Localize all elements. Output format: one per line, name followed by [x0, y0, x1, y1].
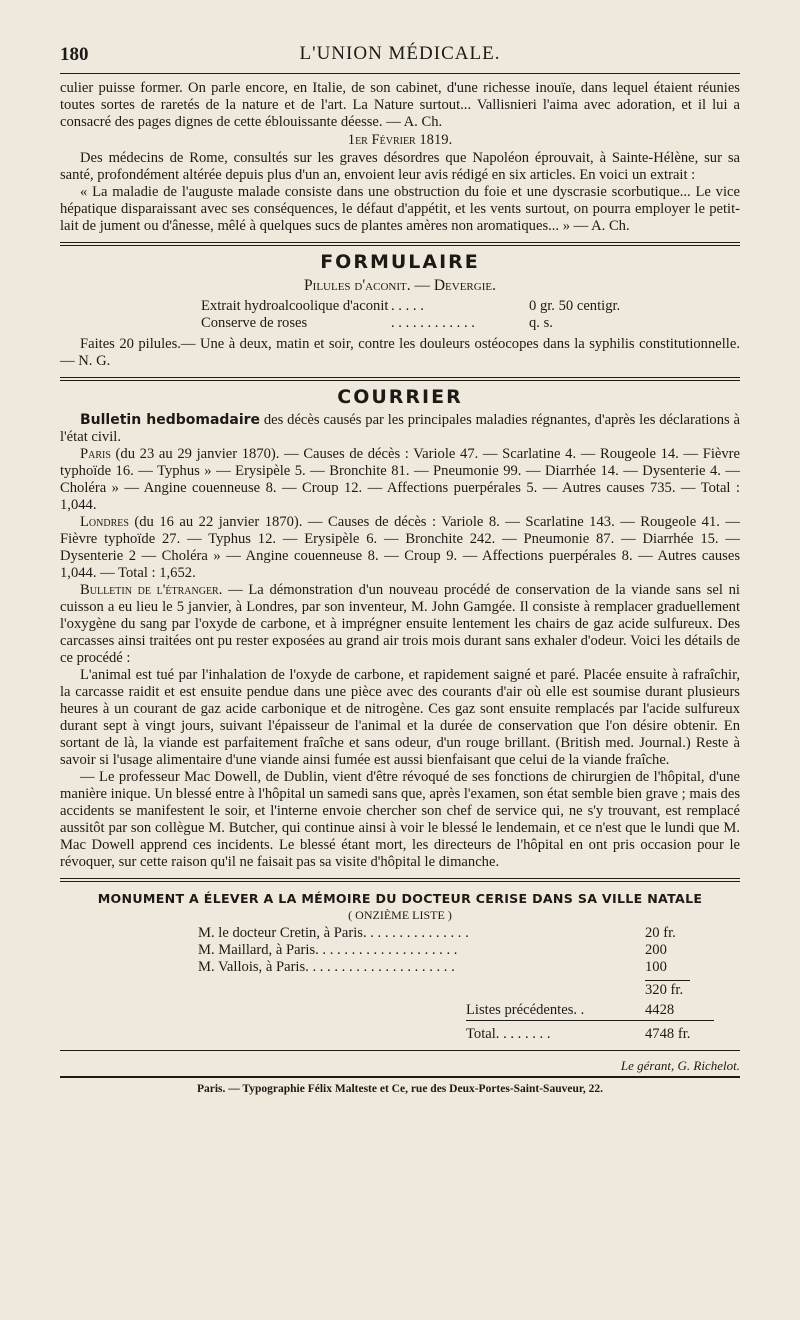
londres-paragraph [60, 514, 740, 582]
section-rule-courrier [60, 377, 740, 381]
page-header [60, 42, 740, 68]
donor-row [60, 942, 740, 959]
donor-name: M. le docteur Cretin, à Paris. . . . . . . . . . . . . . . [198, 925, 469, 941]
signature-text: Le gérant, G. Richelot. [620, 1058, 740, 1073]
subtotal-row [60, 982, 740, 1002]
previous-lists-label: Listes précédentes. . [466, 1002, 585, 1018]
recipe-row [201, 298, 621, 315]
leader-dots: . . . . . . . . . . . . [391, 315, 475, 331]
monument-title: MONUMENT A ÉLEVER A LA MÉMOIRE DU DOCTEUR CERISE DANS SA VILLE NATALE [97, 891, 703, 906]
intro-paragraph: culier puisse former. On parle encore, en Italie, de son cabinet, d'une richesse inouïe, dans lequel étaient réunies toutes sortes de raretés de la nature et de l'art. La Nature surtout... Vallisnieri l'aima avec adoration, et il lui a consacré des pages dignes de cette éblouissante déesse. — A. Ch. [60, 80, 740, 130]
total-label: Total. . . . . . . . [466, 1026, 551, 1042]
bulletin-paragraph [60, 412, 740, 446]
formulaire-instructions: Faites 20 pilules.— Une à deux, matin et soir, contre les douleurs ostéocopes dans la syphilis constitutionnelle. — N. G. [60, 336, 740, 369]
etranger-text: — La démonstration d'un nouveau procédé de conservation de la viande sans sel ni cuisson a eu lieu le 5 janvier, à Londres, par son inventeur, M. John Gamgée. Il consiste à remplacer graduellement l'oxygène du sang par l'oxyde de carbone, et à imprégner ensuite lentement les chairs de gaz acide sulfureux. Des carcasses ainsi traitées ont pu rester exposées au grand air trois mois durant sans exhaler d'odeur. Voici les détails de ce procédé : [60, 582, 740, 666]
signature-rule [60, 1050, 740, 1051]
list-label: ( ONZIÈME LISTE ) [348, 908, 452, 922]
previous-lists-amount: 4428 [645, 1002, 675, 1018]
formulaire-title: FORMULAIRE [320, 251, 480, 273]
donor-amount: 20 fr. [645, 925, 676, 941]
donor-row [60, 925, 740, 942]
macdowell-paragraph: — Le professeur Mac Dowell, de Dublin, vient d'être révoqué de ses fonctions de chirurgien de l'hôpital, d'une manière inique. Un blessé entre à l'hôpital un samedi sans que, après l'examen, son état semble bien grave ; mais des accidents se manifestent le soir, et l'interne envoie chercher son chef de service qui, ne s'y trouvant, est remplacé aussitôt par son collègue M. Butcher, qui continue ainsi à voir le blessé le lendemain, et ce n'est que le lundi que M. Mac Dowell apprend ces incidents. Le blessé étant mort, les directeurs de l'hôpital en ont pris occasion pour le révoquer, sur cette raison qu'il ne faisait pas sa visite d'hôpital le dimanche. [60, 769, 741, 870]
etranger-paragraph [60, 582, 740, 667]
section-rule-formulaire [60, 242, 740, 246]
total-amount: 4748 fr. [645, 1026, 691, 1042]
page-number: 180 [60, 44, 89, 65]
londres-text: (du 16 au 22 janvier 1870). — Causes de décès : Variole 8. — Scarlatine 143. — Rougeole 41. — Fièvre typhoïde 27. — Typhus 12. — Erysipèle 6. — Bronchite 242. — Pneumonie 87. — Diarrhée 15. — Dysenterie 2 — Choléra » — Angine couenneuse 8. — Croup 9. — Affections puerpérales 8. — Autres causes 1,044. — Total : 1,652. [60, 514, 740, 581]
bulletin-heading: Bulletin hedbomadaire [80, 412, 261, 428]
donor-amount: 200 [645, 942, 667, 958]
imprint: Paris. — Typographie Félix Malteste et Ce, rue des Deux-Portes-Saint-Sauveur, 22. [196, 1083, 604, 1095]
napoleon-paragraph: Des médecins de Rome, consultés sur les graves désordres que Napoléon éprouvait, à Sainte-Hélène, sur sa santé, profondément altérée depuis plus d'un an, envoient leur avis rédigé en six articles. En voici un extrait : [60, 150, 740, 183]
donor-name: M. Maillard, à Paris. . . . . . . . . . . . . . . . . . . . [198, 942, 458, 958]
ingredient-quantity: q. s. [529, 315, 553, 331]
bottom-rule [60, 1076, 740, 1078]
recipe-row [201, 315, 621, 332]
paris-text: (du 23 au 29 janvier 1870). — Causes de décès : Variole 47. — Scarlatine 4. — Rougeole 14. — Fièvre typhoïde 16. — Typhus » — Erysipèle 5. — Bronchite 81. — Pneumonie 99. — Diarrhée 14. — Dysenterie 4. — Choléra » — Angine couenneuse 8. — Croup 12. — Affections puerpérales 5. — Autres causes 735. — Total : 1,044. [60, 446, 740, 513]
journal-page [60, 42, 740, 1098]
total-row [60, 1026, 740, 1046]
signature [60, 1057, 740, 1074]
header-rule [60, 73, 740, 74]
subtotal-amount: 320 fr. [645, 982, 684, 998]
previous-lists-row [60, 1002, 740, 1022]
napoleon-quote: « La maladie de l'auguste malade consiste dans une obstruction du foie et une dyscrasie scorbutique... Le vice hépatique disparaissant avec ses conséquences, le défaut d'appétit, et les vents surtout, on pourra employer le petit-lait de jument ou d'ânesse, mêlé à quelques sucs de plantes amères non aromatiques... » — A. Ch. [60, 184, 740, 234]
section-rule-monument [60, 878, 740, 882]
ingredient-name: Extrait hydroalcoolique d'aconit [201, 298, 389, 314]
bulletin-intro: des décès causés par les principales maladies régnantes, d'après les déclarations à l'état civil. [60, 412, 740, 445]
total-rule [466, 1020, 714, 1021]
donor-row [60, 959, 740, 976]
city-paris: Paris [80, 446, 111, 462]
running-title: L'UNION MÉDICALE. [299, 43, 501, 64]
ingredient-name: Conserve de roses [201, 315, 308, 331]
courrier-title: COURRIER [337, 386, 463, 408]
paris-paragraph [60, 446, 740, 514]
donor-amount: 100 [645, 959, 667, 975]
donor-name: M. Vallois, à Paris. . . . . . . . . . . . . . . . . . . . . [198, 959, 455, 975]
subtotal-rule [645, 980, 690, 981]
ingredient-quantity: 0 gr. 50 centigr. [529, 298, 621, 314]
city-londres: Londres [80, 514, 129, 530]
etranger-label: Bulletin de l'étranger. [80, 582, 223, 598]
dateline: 1er Février 1819. [347, 132, 453, 148]
animal-paragraph: L'animal est tué par l'inhalation de l'oxyde de carbone, et rapidement saigné et paré. Placée ensuite à rafraîchir, la carcasse raidit et est ensuite pendue dans une pièce avec des courants d'air où elle est soumise durant plusieurs heures à un courant de gaz acide carbonique et de nitrogène. Ces gaz sont ensuite remplacés par l'acide sulfureux durant sept à vingt jours, suivant l'épaisseur de l'animal et la durée de conservation que l'on désire obtenir. En sortant de là, la viande est parfaitement fraîche et sans odeur, d'un rouge brillant. (British med. Journal.) Reste à savoir si l'usage alimentaire d'une viande ainsi fumée est aussi bienfaisant que celui de la viande fraîche. [60, 667, 740, 768]
formulaire-subtitle: Pilules d'aconit. — Devergie. [304, 277, 496, 294]
leader-dots: . . . . . [391, 298, 424, 314]
